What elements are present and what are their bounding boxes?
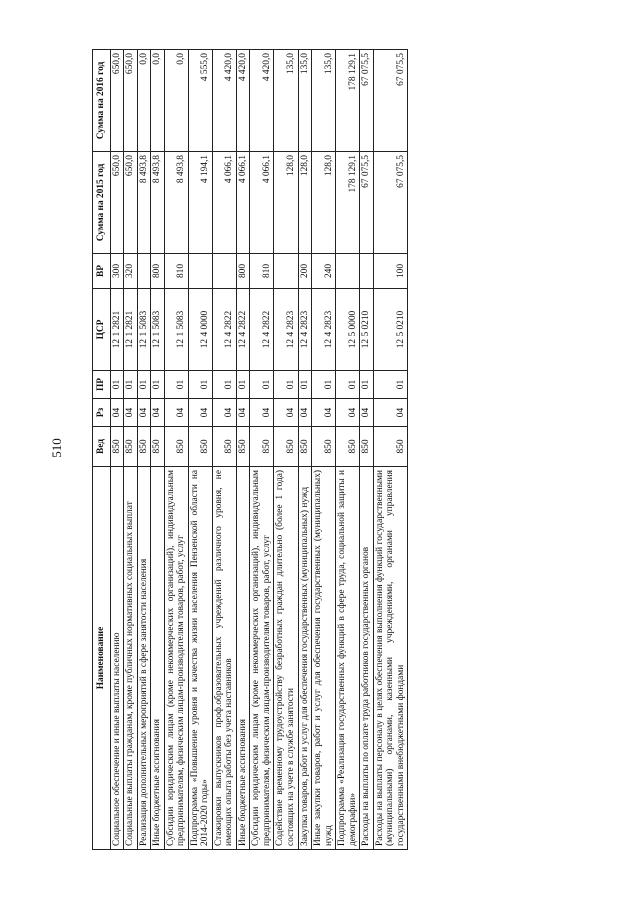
cell-rz: 04 <box>151 399 165 427</box>
header-csr: ЦСР <box>93 289 111 371</box>
cell-pr: 01 <box>124 371 138 399</box>
cell-name: Иные бюджетные ассигнования <box>151 467 165 850</box>
cell-vr: 320 <box>124 254 138 289</box>
cell-vr <box>137 254 151 289</box>
table-row <box>110 50 124 850</box>
cell-sum-2016: 67 075,5 <box>360 50 374 152</box>
cell-ved: 850 <box>188 427 212 467</box>
cell-sum-2016: 650,0 <box>110 50 124 152</box>
cell-ved: 850 <box>124 427 138 467</box>
cell-sum-2016: 67 075,5 <box>373 50 408 152</box>
cell-vr <box>188 254 212 289</box>
cell-csr: 12 4 2823 <box>312 289 336 371</box>
cell-sum-2016: 4 420,0 <box>250 50 274 152</box>
cell-vr: 200 <box>298 254 312 289</box>
cell-ved: 850 <box>274 427 298 467</box>
cell-name: Стажировки выпускников проф.образовательных учреждений различного уровня, не имеющих опыта работы без учета наставников <box>212 467 236 850</box>
rotated-content <box>92 50 562 850</box>
cell-vr: 800 <box>151 254 165 289</box>
cell-csr: 12 4 2823 <box>274 289 298 371</box>
cell-sum-2015: 128,0 <box>312 152 336 254</box>
table-row <box>151 50 165 850</box>
cell-sum-2015: 4 066,1 <box>212 152 236 254</box>
cell-rz: 04 <box>164 399 188 427</box>
cell-sum-2016: 0,0 <box>137 50 151 152</box>
cell-pr: 01 <box>164 371 188 399</box>
cell-sum-2015: 4 066,1 <box>250 152 274 254</box>
header-ved: Вед <box>93 427 111 467</box>
cell-sum-2016: 135,0 <box>298 50 312 152</box>
table-row <box>188 50 212 850</box>
header-sum-2015: Сумма на 2015 год <box>93 152 111 254</box>
cell-vr: 300 <box>110 254 124 289</box>
cell-sum-2015: 8 493,8 <box>137 152 151 254</box>
table-row <box>360 50 374 850</box>
cell-vr: 800 <box>236 254 250 289</box>
cell-vr: 810 <box>250 254 274 289</box>
cell-sum-2015: 128,0 <box>298 152 312 254</box>
cell-rz: 04 <box>212 399 236 427</box>
header-rz: Рз <box>93 399 111 427</box>
table-row <box>212 50 236 850</box>
cell-pr: 01 <box>360 371 374 399</box>
table-row <box>298 50 312 850</box>
cell-rz: 04 <box>274 399 298 427</box>
cell-name: Социальные выплаты гражданам, кроме публичных нормативных социальных выплат <box>124 467 138 850</box>
cell-pr: 01 <box>110 371 124 399</box>
table-row <box>137 50 151 850</box>
cell-ved: 850 <box>212 427 236 467</box>
table-row <box>236 50 250 850</box>
cell-csr: 12 4 2822 <box>236 289 250 371</box>
cell-sum-2015: 128,0 <box>274 152 298 254</box>
cell-sum-2016: 4 420,0 <box>236 50 250 152</box>
cell-sum-2016: 4 555,0 <box>188 50 212 152</box>
cell-name: Социальное обеспечение и иные выплаты населению <box>110 467 124 850</box>
cell-vr <box>212 254 236 289</box>
cell-sum-2015: 8 493,8 <box>164 152 188 254</box>
cell-sum-2015: 4 066,1 <box>236 152 250 254</box>
cell-ved: 850 <box>336 427 360 467</box>
table-row <box>336 50 360 850</box>
cell-ved: 850 <box>164 427 188 467</box>
cell-pr: 01 <box>336 371 360 399</box>
cell-name: Иные бюджетные ассигнования <box>236 467 250 850</box>
cell-pr: 01 <box>236 371 250 399</box>
cell-vr <box>360 254 374 289</box>
cell-pr: 01 <box>250 371 274 399</box>
cell-rz: 04 <box>137 399 151 427</box>
cell-vr <box>274 254 298 289</box>
cell-sum-2016: 4 420,0 <box>212 50 236 152</box>
header-vr: ВР <box>93 254 111 289</box>
cell-sum-2015: 67 075,5 <box>360 152 374 254</box>
cell-csr: 12 5 0210 <box>360 289 374 371</box>
cell-csr: 12 4 2822 <box>250 289 274 371</box>
cell-name: Закупка товаров, работ и услуг для обеспечения государственных (муниципальных) нужд <box>298 467 312 850</box>
cell-name: Субсидии юридическим лицам (кроме некоммерческих организаций), индивидуальным предпринимателям, физическим лицам-производителям товаров, работ, услуг <box>250 467 274 850</box>
cell-sum-2016: 178 129,1 <box>336 50 360 152</box>
cell-name: Субсидии юридическим лицам (кроме некоммерческих организаций), индивидуальным предпринимателям, физическим лицам-производителям товаров, работ, услуг <box>164 467 188 850</box>
cell-vr <box>336 254 360 289</box>
cell-pr: 01 <box>137 371 151 399</box>
cell-name: Подпрограмма «Повышение уровня и качества жизни населения Пензенской области на 2014-2020 годы» <box>188 467 212 850</box>
page-number: 510 <box>49 438 64 458</box>
cell-sum-2016: 0,0 <box>164 50 188 152</box>
cell-rz: 04 <box>373 399 408 427</box>
cell-name: Расходы на выплаты персоналу в целях обеспечения выполнения функций государственными (муниципальными) органами, казенными учреждениями, органами управления государственными внебюджетными фондами <box>373 467 408 850</box>
cell-pr: 01 <box>373 371 408 399</box>
cell-ved: 850 <box>151 427 165 467</box>
cell-csr: 12 5 0210 <box>373 289 408 371</box>
cell-vr: 100 <box>373 254 408 289</box>
cell-sum-2015: 67 075,5 <box>373 152 408 254</box>
cell-rz: 04 <box>110 399 124 427</box>
cell-csr: 12 1 5083 <box>137 289 151 371</box>
cell-sum-2016: 135,0 <box>312 50 336 152</box>
cell-ved: 850 <box>373 427 408 467</box>
cell-sum-2015: 4 194,1 <box>188 152 212 254</box>
table-header-row <box>93 50 111 850</box>
cell-rz: 04 <box>360 399 374 427</box>
cell-name: Подпрограмма «Реализация государственных функций в сфере труда, социальной защиты и демографии» <box>336 467 360 850</box>
table-row <box>312 50 336 850</box>
table-row <box>124 50 138 850</box>
cell-pr: 01 <box>312 371 336 399</box>
cell-pr: 01 <box>298 371 312 399</box>
cell-name: Расходы на выплаты по оплате труда работников государственных органов <box>360 467 374 850</box>
cell-pr: 01 <box>212 371 236 399</box>
cell-vr: 240 <box>312 254 336 289</box>
budget-table <box>92 49 408 850</box>
table-row <box>373 50 408 850</box>
header-name: Наименование <box>93 467 111 850</box>
table-row <box>164 50 188 850</box>
cell-csr: 12 1 5083 <box>151 289 165 371</box>
cell-sum-2016: 650,0 <box>124 50 138 152</box>
cell-rz: 04 <box>250 399 274 427</box>
cell-ved: 850 <box>312 427 336 467</box>
cell-rz: 04 <box>188 399 212 427</box>
cell-rz: 04 <box>336 399 360 427</box>
cell-name: Иные закупки товаров, работ и услуг для обеспечения государственных (муниципальных) нужд <box>312 467 336 850</box>
cell-rz: 04 <box>236 399 250 427</box>
cell-vr: 810 <box>164 254 188 289</box>
cell-rz: 04 <box>298 399 312 427</box>
cell-sum-2015: 650,0 <box>124 152 138 254</box>
cell-rz: 04 <box>312 399 336 427</box>
cell-csr: 12 1 2821 <box>110 289 124 371</box>
cell-sum-2015: 8 493,8 <box>151 152 165 254</box>
cell-name: Содействие временному трудоустройству безработных граждан длительно (более 1 года) состоящих на учете в службе занятости <box>274 467 298 850</box>
cell-ved: 850 <box>236 427 250 467</box>
cell-sum-2015: 178 129,1 <box>336 152 360 254</box>
cell-ved: 850 <box>137 427 151 467</box>
cell-ved: 850 <box>298 427 312 467</box>
cell-sum-2016: 135,0 <box>274 50 298 152</box>
cell-pr: 01 <box>151 371 165 399</box>
cell-csr: 12 4 2823 <box>298 289 312 371</box>
header-pr: ПР <box>93 371 111 399</box>
cell-csr: 12 1 5083 <box>164 289 188 371</box>
cell-sum-2016: 0,0 <box>151 50 165 152</box>
cell-sum-2015: 650,0 <box>110 152 124 254</box>
cell-ved: 850 <box>110 427 124 467</box>
table-row <box>274 50 298 850</box>
cell-csr: 12 4 0000 <box>188 289 212 371</box>
cell-csr: 12 1 2821 <box>124 289 138 371</box>
cell-ved: 850 <box>360 427 374 467</box>
rotated-table-area <box>92 50 562 850</box>
cell-csr: 12 4 2822 <box>212 289 236 371</box>
cell-pr: 01 <box>188 371 212 399</box>
cell-name: Реализация дополнительных мероприятий в сфере занятости населения <box>137 467 151 850</box>
cell-pr: 01 <box>274 371 298 399</box>
cell-ved: 850 <box>250 427 274 467</box>
cell-csr: 12 5 0000 <box>336 289 360 371</box>
header-sum-2016: Сумма на 2016 год <box>93 50 111 152</box>
cell-rz: 04 <box>124 399 138 427</box>
table-row <box>250 50 274 850</box>
